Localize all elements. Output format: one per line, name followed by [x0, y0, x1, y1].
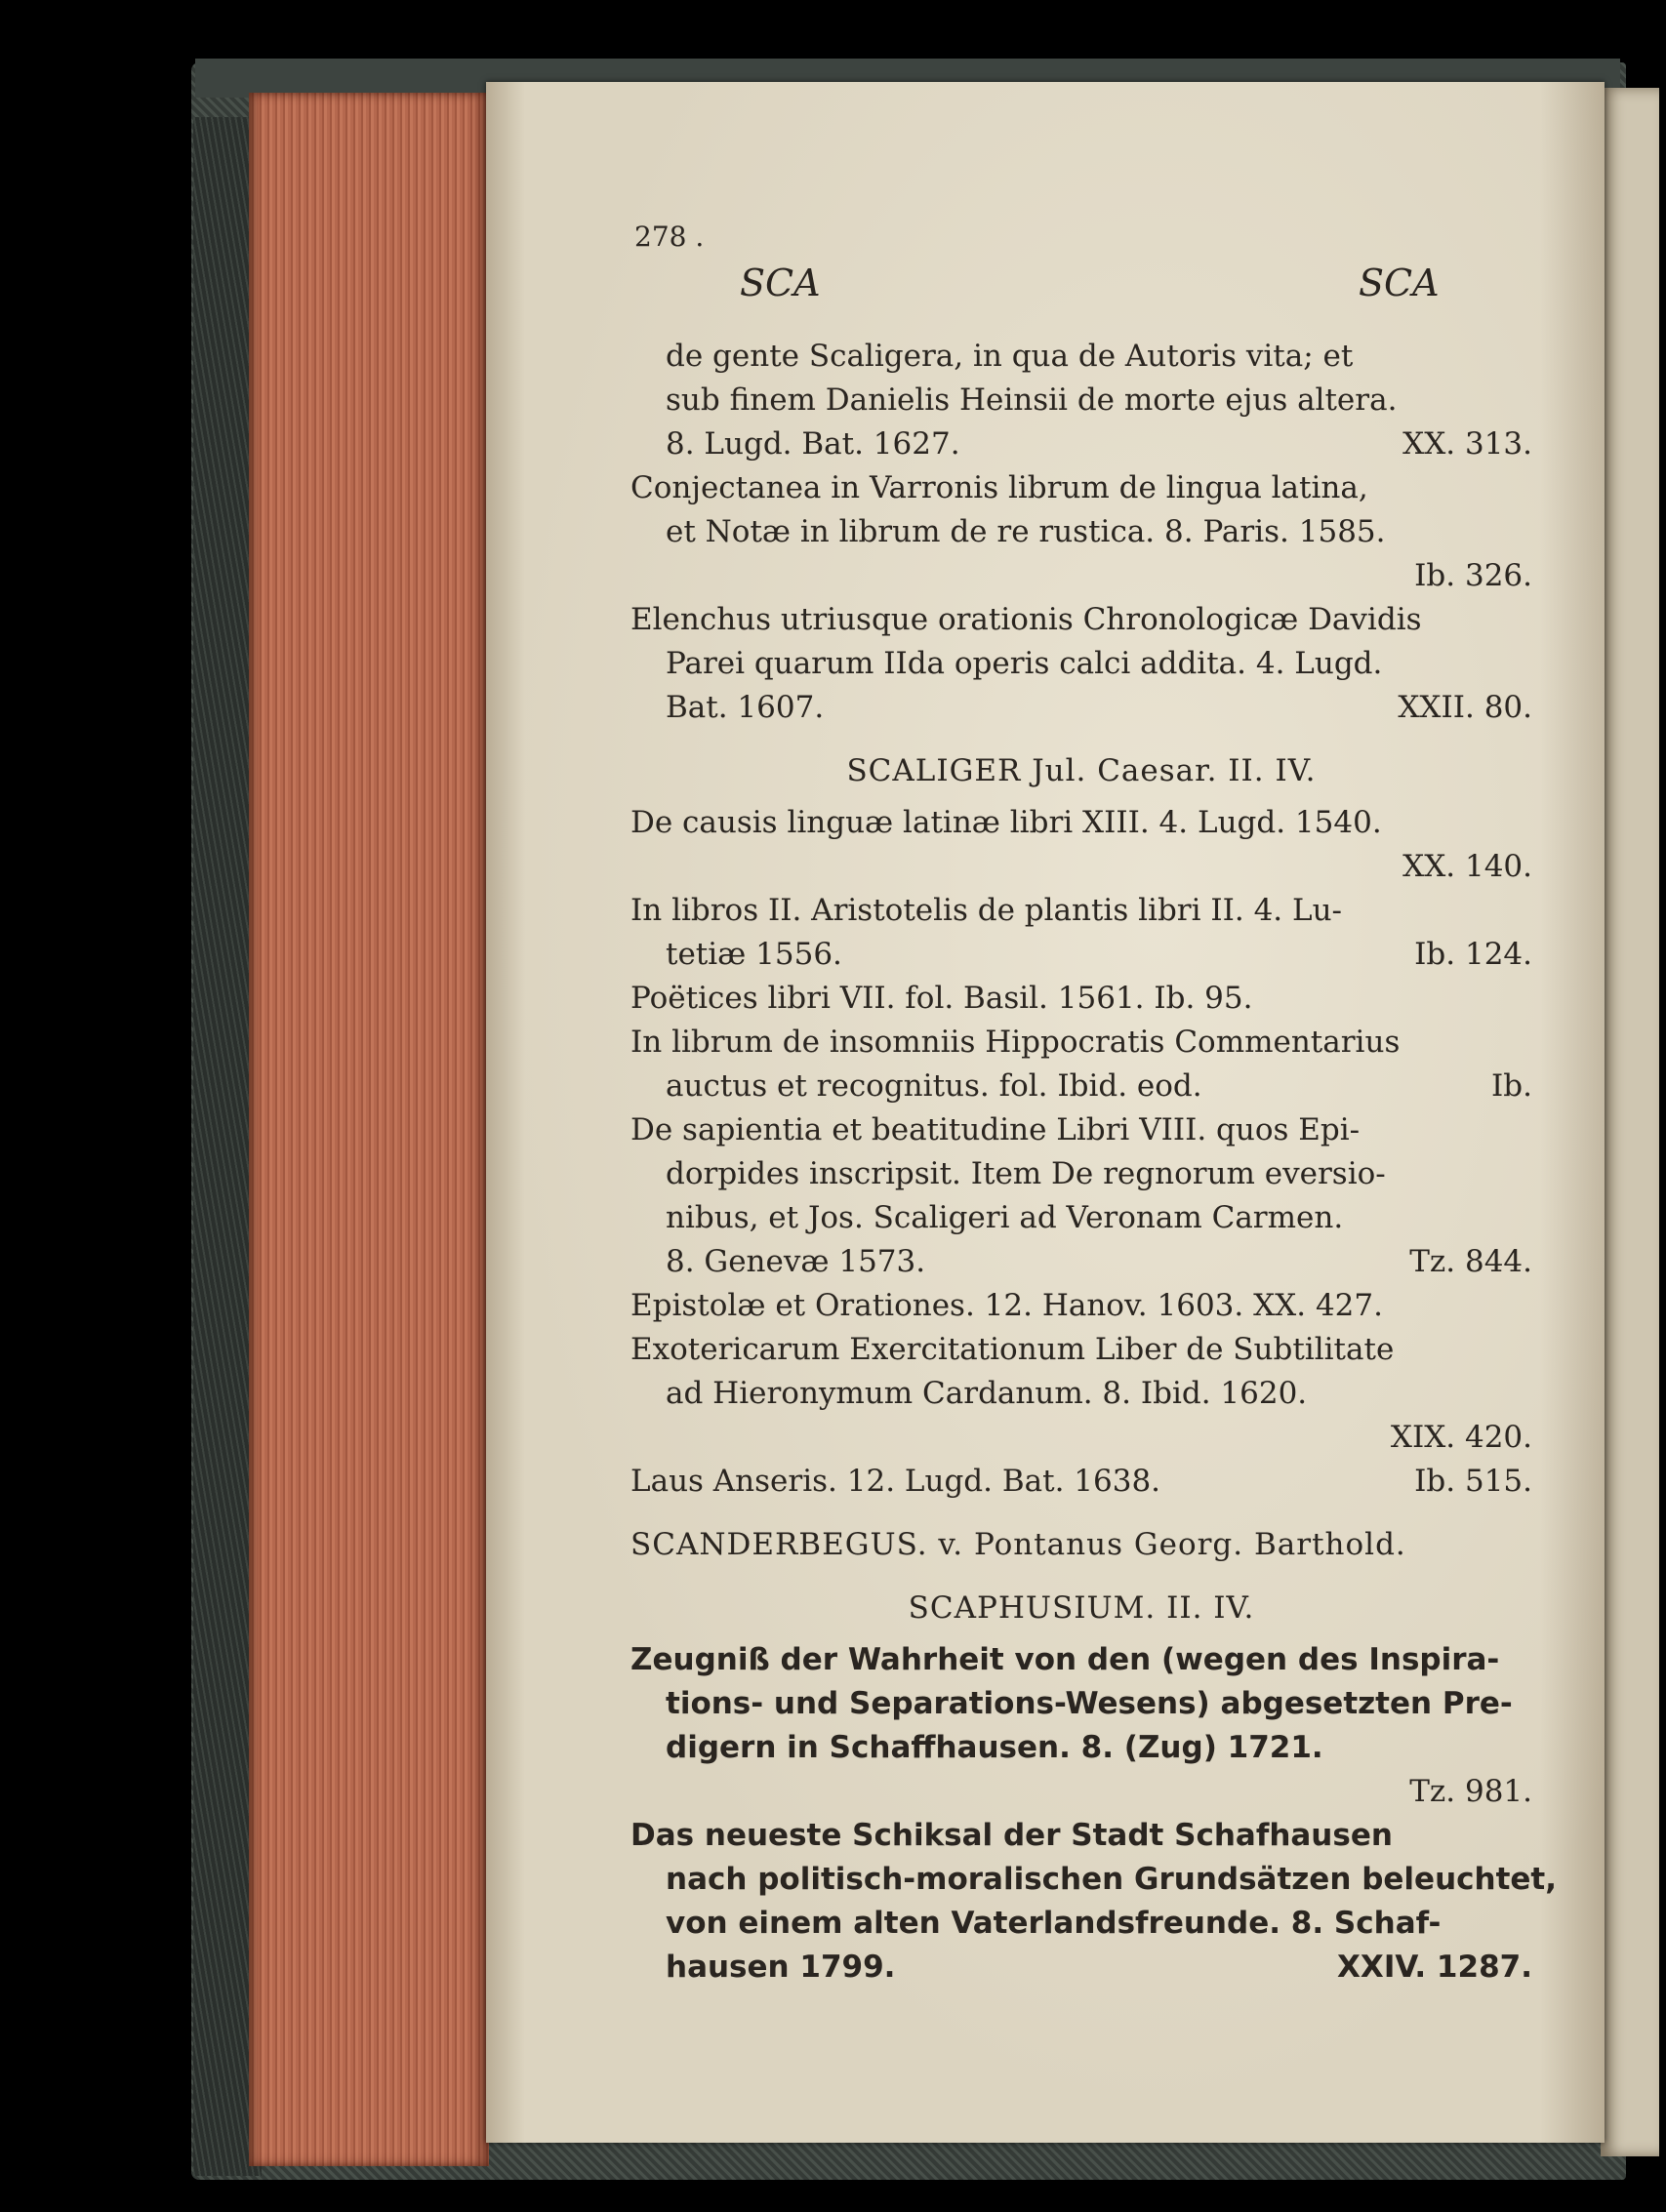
- entry-line: Elenchus utriusque orationis Chronologicæ Davidis: [630, 602, 1422, 637]
- entry-citation: 8. Genevæ 1573.: [666, 1244, 926, 1279]
- entry-line: [630, 1946, 1532, 1990]
- facing-page-edge: [1601, 88, 1659, 2156]
- entry-ref-line: XX. 140.: [1402, 849, 1532, 884]
- entry-ref: XXII. 80.: [1398, 690, 1532, 725]
- entry-citation: tetiæ 1556.: [666, 937, 842, 972]
- page-number: 278 .: [634, 221, 705, 253]
- entry-citation: Laus Anseris. 12. Lugd. Bat. 1638.: [630, 1464, 1161, 1499]
- entry-line: dorpides inscripsit. Item De regnorum eversio-: [666, 1156, 1386, 1191]
- entry-line: Das neueste Schiksal der Stadt Schafhausen: [630, 1818, 1393, 1853]
- entry-line: Zeugniß der Wahrheit von den (wegen des Inspira-: [630, 1642, 1500, 1677]
- entry-line: Conjectanea in Varronis librum de lingua latina,: [630, 470, 1368, 505]
- entry-citation: hausen 1799.: [666, 1950, 896, 1985]
- page-edges: [249, 93, 489, 2166]
- entry-line: et Notæ in librum de re rustica. 8. Paris. 1585.: [666, 514, 1386, 549]
- entry-ref: Ib. 124.: [1414, 937, 1532, 972]
- entry-citation: 8. Lugd. Bat. 1627.: [666, 426, 960, 462]
- entry-line: tions- und Separations-Wesens) abgesetzten Pre-: [666, 1686, 1513, 1721]
- entry-line: De causis linguæ latinæ libri XIII. 4. Lugd. 1540.: [630, 805, 1382, 840]
- entry-line: [630, 422, 1532, 466]
- running-head-left: SCA: [740, 261, 821, 304]
- entry-line: [630, 1065, 1532, 1108]
- entry-line: [630, 1240, 1532, 1284]
- entry-line: [630, 933, 1532, 977]
- entry-ref-line: Tz. 981.: [1409, 1774, 1532, 1809]
- entry-ref: XXIV. 1287.: [1337, 1950, 1532, 1985]
- entry-line: nibus, et Jos. Scaligeri ad Veronam Carmen.: [666, 1200, 1344, 1235]
- entry-line: Epistolæ et Orationes. 12. Hanov. 1603. XX. 427.: [630, 1288, 1383, 1323]
- entry-line: ad Hieronymum Cardanum. 8. Ibid. 1620.: [666, 1376, 1308, 1411]
- section-heading-scaliger: SCALIGER Jul. Caesar. II. IV.: [846, 753, 1317, 788]
- page-text: [630, 335, 1558, 1990]
- entry-line: [630, 686, 1532, 730]
- entry-ref-line: XIX. 420.: [1390, 1420, 1532, 1455]
- entry-ref: Ib.: [1491, 1068, 1532, 1104]
- entry-line: sub finem Danielis Heinsii de morte ejus altera.: [666, 382, 1398, 418]
- section-heading-scaphusium: SCAPHUSIUM. II. IV.: [908, 1590, 1255, 1626]
- entry-line: In librum de insomniis Hippocratis Commentarius: [630, 1025, 1401, 1060]
- entry-line: De sapientia et beatitudine Libri VIII. quos Epi-: [630, 1112, 1361, 1147]
- entry-ref: Ib. 515.: [1414, 1464, 1532, 1499]
- entry-ref-line: Ib. 326.: [1414, 558, 1532, 593]
- running-head-right: SCA: [1359, 261, 1440, 304]
- section-heading-scanderbegus: SCANDERBEGUS. v. Pontanus Georg. Barthold.: [630, 1527, 1406, 1562]
- entry-line: de gente Scaligera, in qua de Autoris vita; et: [666, 339, 1354, 374]
- entry-line: [630, 1460, 1532, 1504]
- entry-line: Poëtices libri VII. fol. Basil. 1561. Ib. 95.: [630, 981, 1253, 1016]
- entry-line: In libros II. Aristotelis de plantis libri II. 4. Lu-: [630, 893, 1343, 928]
- entry-line: von einem alten Vaterlandsfreunde. 8. Schaf-: [666, 1906, 1442, 1941]
- entry-ref: Tz. 844.: [1409, 1244, 1532, 1279]
- entry-citation: Bat. 1607.: [666, 690, 825, 725]
- entry-line: Exotericarum Exercitationum Liber de Subtilitate: [630, 1332, 1395, 1367]
- entry-line: Parei quarum IIda operis calci addita. 4. Lugd.: [666, 646, 1383, 681]
- entry-ref: XX. 313.: [1402, 426, 1532, 462]
- entry-citation: auctus et recognitus. fol. Ibid. eod.: [666, 1068, 1202, 1104]
- entry-line: nach politisch-moralischen Grundsätzen beleuchtet,: [666, 1862, 1558, 1897]
- entry-line: digern in Schaffhausen. 8. (Zug) 1721.: [666, 1730, 1323, 1765]
